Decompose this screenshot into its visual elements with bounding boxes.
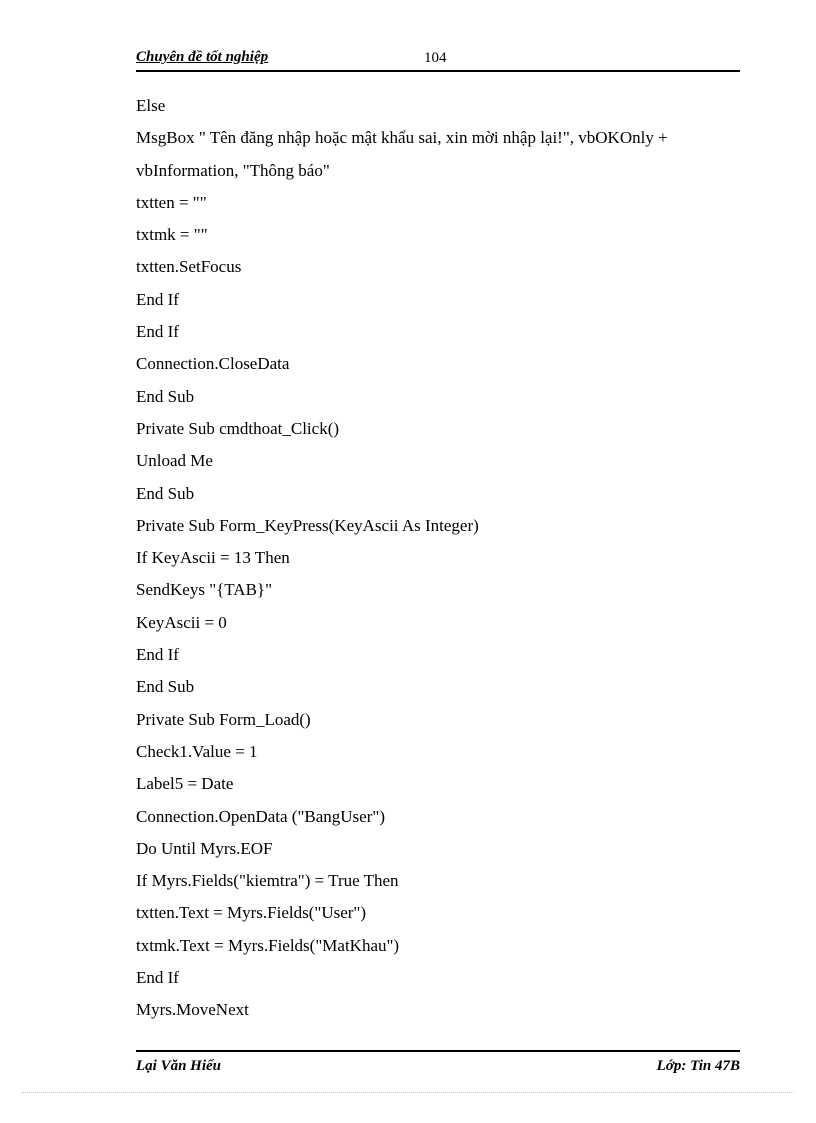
page-number: 104: [424, 50, 447, 66]
code-line: vbInformation, "Thông báo": [136, 160, 330, 180]
code-line: End Sub: [136, 386, 195, 406]
code-line: SendKeys "{TAB}": [136, 580, 273, 600]
page-footer: [136, 1050, 740, 1078]
code-line: KeyAscii = 0: [136, 612, 227, 632]
code-line: txtmk = "": [136, 225, 208, 245]
code-line: If Myrs.Fields("kiemtra") = True Then: [136, 871, 399, 891]
code-line: End If: [136, 968, 179, 988]
code-line: If KeyAscii = 13 Then: [136, 548, 290, 568]
code-line: Private Sub Form_KeyPress(KeyAscii As Integer): [136, 515, 479, 535]
header-title: Chuyên đề tốt nghiệp: [136, 49, 269, 65]
code-line: MsgBox " Tên đăng nhập hoặc mật khẩu sai, xin mời nhập lại!", vbOKOnly +: [136, 128, 668, 148]
page-edge-divider: [22, 1092, 794, 1093]
code-line: Private Sub Form_Load(): [136, 709, 311, 729]
code-listing: [136, 90, 746, 1027]
footer-class-label: Lớp: Tin 47B: [656, 1058, 740, 1074]
code-line: txtten.Text = Myrs.Fields("User"): [136, 903, 367, 923]
code-line: Else: [136, 96, 166, 115]
code-line: End If: [136, 322, 179, 342]
code-line: Myrs.MoveNext: [136, 1000, 249, 1020]
code-line: Check1.Value = 1: [136, 741, 258, 761]
code-line: End If: [136, 645, 179, 665]
page-header: [136, 44, 740, 72]
code-line: End Sub: [136, 677, 195, 697]
code-line: End Sub: [136, 483, 195, 503]
code-line: End If: [136, 289, 179, 309]
code-line: Unload Me: [136, 451, 213, 471]
code-line: Do Until Myrs.EOF: [136, 838, 273, 858]
code-line: Connection.CloseData: [136, 354, 290, 374]
code-line: Label5 = Date: [136, 774, 234, 794]
code-line: txtmk.Text = Myrs.Fields("MatKhau"): [136, 935, 400, 955]
code-line: Connection.OpenData ("BangUser"): [136, 806, 385, 826]
code-line: Private Sub cmdthoat_Click(): [136, 418, 340, 438]
code-line: txtten = "": [136, 192, 207, 212]
code-line: txtten.SetFocus: [136, 257, 242, 277]
footer-author: Lại Văn Hiếu: [136, 1058, 222, 1074]
